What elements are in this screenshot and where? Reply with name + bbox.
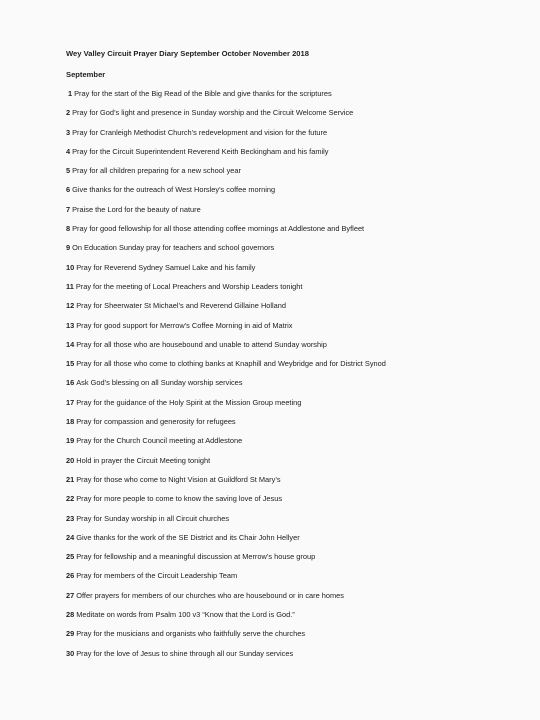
day-number: 17 (66, 397, 75, 407)
prayer-entry (66, 455, 386, 474)
day-number: 3 (66, 127, 71, 137)
day-number: 23 (66, 513, 75, 523)
prayer-text: Pray for Sheerwater St Michael’s and Reverend Gillaine Holland (76, 301, 287, 311)
day-number: 30 (66, 648, 75, 658)
prayer-entry (66, 493, 386, 512)
prayer-text: Pray for good fellowship for all those attending coffee mornings at Addlestone and Byfleet (72, 224, 365, 234)
prayer-entry (66, 648, 386, 667)
day-number: 13 (66, 320, 75, 330)
day-number: 7 (66, 204, 71, 214)
prayer-entry (66, 127, 386, 146)
prayer-text: Praise the Lord for the beauty of nature (72, 204, 201, 214)
prayer-list (66, 88, 386, 667)
day-number: 14 (66, 339, 75, 349)
prayer-entry (66, 339, 386, 358)
prayer-entry (66, 165, 386, 184)
prayer-text: Pray for members of the Circuit Leadership Team (76, 571, 238, 581)
day-number: 6 (66, 185, 71, 195)
day-number: 10 (66, 262, 75, 272)
prayer-text: Pray for Cranleigh Methodist Church’s redevelopment and vision for the future (72, 127, 328, 137)
prayer-entry (66, 88, 386, 107)
day-number: 15 (66, 359, 75, 369)
prayer-entry (66, 184, 386, 203)
day-number: 4 (66, 146, 71, 156)
prayer-text: Offer prayers for members of our churches who are housebound or in care homes (76, 590, 344, 600)
prayer-entry (66, 358, 386, 377)
day-number: 2 (66, 108, 71, 118)
prayer-text: Pray for the meeting of Local Preachers and Worship Leaders tonight (75, 281, 303, 291)
prayer-text: Give thanks for the outreach of West Horsley’s coffee morning (72, 185, 276, 195)
prayer-entry (66, 146, 386, 165)
prayer-text: Pray for the start of the Big Read of the Bible and give thanks for the scriptures (74, 89, 332, 98)
day-number: 18 (66, 417, 75, 427)
prayer-entry (66, 609, 386, 628)
prayer-text: Give thanks for the work of the SE District and its Chair John Hellyer (76, 532, 300, 542)
day-number: 9 (66, 243, 71, 253)
day-number: 16 (66, 378, 75, 388)
prayer-entry (66, 262, 386, 281)
day-number: 5 (66, 166, 71, 176)
day-number: 1 (68, 89, 73, 98)
day-number: 21 (66, 474, 75, 484)
prayer-text: Pray for fellowship and a meaningful discussion at Merrow’s house group (76, 552, 316, 562)
prayer-entry (66, 223, 386, 242)
day-number: 25 (66, 552, 75, 562)
prayer-text: On Education Sunday pray for teachers and school governors (72, 243, 275, 253)
prayer-entry (66, 320, 386, 339)
prayer-text: Pray for the Church Council meeting at Addlestone (76, 436, 243, 446)
prayer-text: Pray for compassion and generosity for refugees (76, 417, 236, 427)
day-number: 22 (66, 494, 75, 504)
prayer-text: Pray for the love of Jesus to shine through all our Sunday services (76, 648, 294, 658)
prayer-text: Pray for those who come to Night Vision at Guildford St Mary’s (76, 474, 281, 484)
prayer-entry (66, 590, 386, 609)
day-number: 19 (66, 436, 75, 446)
prayer-entry (66, 532, 386, 551)
prayer-entry (66, 397, 386, 416)
prayer-text: Pray for all children preparing for a new school year (72, 166, 241, 176)
prayer-text: Pray for God’s light and presence in Sunday worship and the Circuit Welcome Service (72, 108, 354, 118)
prayer-text: Pray for the Circuit Superintendent Reverend Keith Beckingham and his family (72, 146, 329, 156)
prayer-text: Meditate on words from Psalm 100 v3 “Know that the Lord is God.” (76, 610, 295, 620)
day-number: 11 (66, 281, 74, 291)
day-number: 27 (66, 590, 75, 600)
prayer-text: Pray for the musicians and organists who faithfully serve the churches (76, 629, 306, 639)
prayer-entry (66, 474, 386, 493)
prayer-text: Pray for all those who come to clothing banks at Knaphill and Weybridge and for District Synod (76, 359, 386, 369)
prayer-entry (66, 242, 386, 261)
prayer-entry (66, 377, 386, 396)
day-number: 29 (66, 629, 75, 639)
prayer-entry (66, 204, 386, 223)
prayer-text: Pray for good support for Merrow’s Coffee Morning in aid of Matrix (76, 320, 293, 330)
prayer-entry (66, 435, 386, 454)
prayer-text: Pray for all those who are housebound and unable to attend Sunday worship (76, 339, 327, 349)
prayer-entry (66, 551, 386, 570)
prayer-text: Ask God’s blessing on all Sunday worship services (76, 378, 243, 388)
prayer-entry (66, 107, 386, 126)
prayer-entry (66, 416, 386, 435)
prayer-entry (66, 628, 386, 647)
prayer-entry (66, 300, 386, 319)
month-heading: September (66, 70, 106, 79)
prayer-text: Pray for more people to come to know the saving love of Jesus (76, 494, 283, 504)
day-number: 26 (66, 571, 75, 581)
day-number: 8 (66, 224, 71, 234)
day-number: 28 (66, 610, 75, 620)
prayer-entry (66, 570, 386, 589)
day-number: 12 (66, 301, 75, 311)
prayer-entry (66, 281, 386, 300)
document-title: Wey Valley Circuit Prayer Diary September October November 2018 (66, 49, 309, 58)
prayer-text: Pray for Reverend Sydney Samuel Lake and his family (76, 262, 256, 272)
prayer-entry (66, 513, 386, 532)
day-number: 20 (66, 455, 75, 465)
day-number: 24 (66, 532, 75, 542)
prayer-text: Hold in prayer the Circuit Meeting tonight (76, 455, 211, 465)
prayer-text: Pray for Sunday worship in all Circuit churches (76, 513, 230, 523)
prayer-text: Pray for the guidance of the Holy Spirit at the Mission Group meeting (76, 397, 302, 407)
